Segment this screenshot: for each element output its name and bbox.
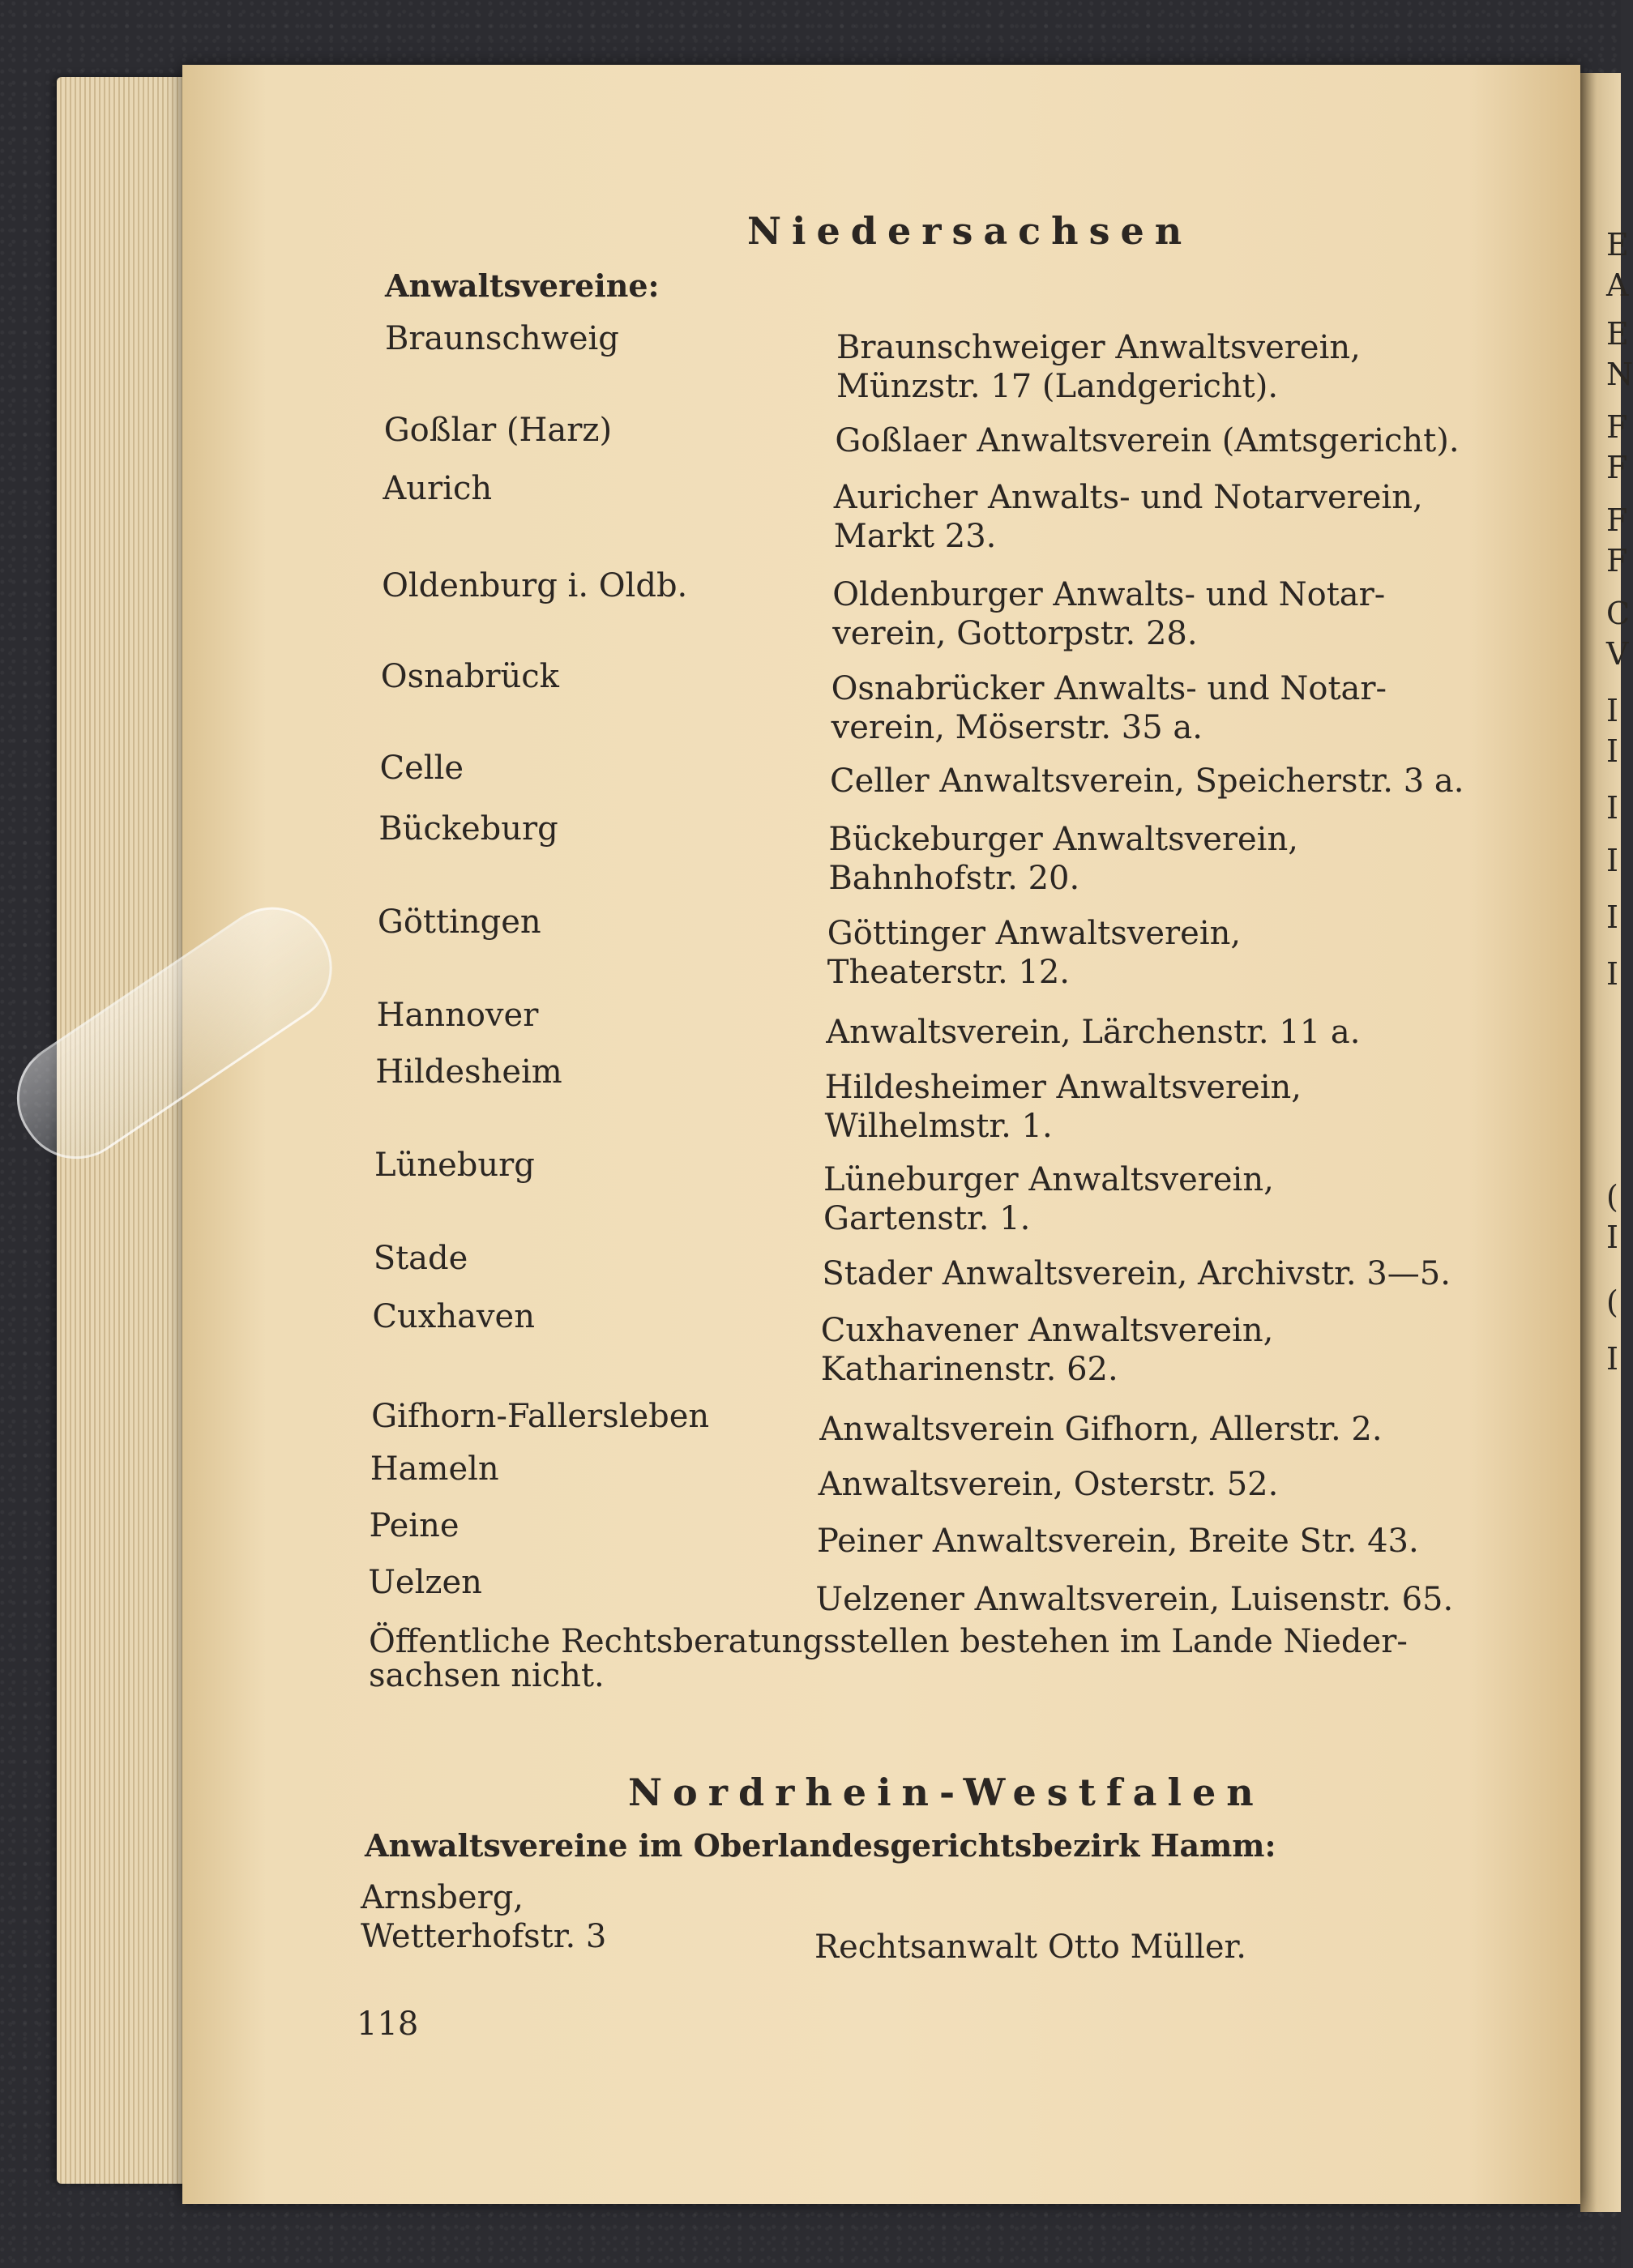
next-page-fragment: I <box>1606 956 1619 992</box>
next-page-fragment: I <box>1606 1341 1619 1377</box>
next-page-fragment: A <box>1606 267 1629 303</box>
entry-city: Goßlar (Harz) <box>383 412 613 449</box>
entry-address: Cuxhavener Anwaltsverein, Katharinenstr. 62. <box>820 1312 1274 1388</box>
entry-address: Bückeburger Anwaltsverein, Bahnhofstr. 20. <box>828 821 1298 897</box>
entry-address: Lüneburger Anwaltsverein, Gartenstr. 1. <box>823 1161 1274 1237</box>
entry-city: Arnsberg, Wetterhofstr. 3 <box>361 1879 607 1955</box>
entry-city: Cuxhaven <box>372 1298 535 1335</box>
entry-address: Anwaltsverein, Lärchenstr. 11 a. <box>826 1014 1361 1051</box>
subheading-anwaltsvereine: Anwaltsvereine: <box>385 267 660 304</box>
subheading-hamm: Anwaltsvereine im Oberlandesgerichtsbezirk Hamm: <box>365 1827 1276 1864</box>
next-page-fragment: I <box>1606 733 1619 769</box>
entry-address: Rechtsanwalt Otto Müller. <box>814 1928 1246 1966</box>
next-page-fragment: I <box>1606 843 1619 878</box>
entry-city: Stade <box>373 1240 468 1277</box>
entry-address: Stader Anwaltsverein, Archivstr. 3—5. <box>822 1255 1451 1292</box>
next-page-fragment: I <box>1606 693 1619 728</box>
entry-city: Hannover <box>376 997 539 1034</box>
note-rechtsberatung: Öffentliche Rechtsberatungsstellen bestehen im Lande Nieder- sachsen nicht. <box>369 1623 1408 1694</box>
entry-city: Göttingen <box>377 903 541 941</box>
next-page-edge <box>1580 73 1633 2212</box>
entry-city: Aurich <box>383 470 493 507</box>
next-page-fragment: ( <box>1606 1284 1618 1320</box>
entry-city: Gifhorn-Fallersleben <box>371 1398 710 1435</box>
entry-address: Anwaltsverein, Osterstr. 52. <box>818 1466 1279 1503</box>
entry-city: Celle <box>379 750 464 787</box>
entry-address: Celler Anwaltsverein, Speicherstr. 3 a. <box>830 762 1464 800</box>
entry-city: Uelzen <box>368 1564 482 1601</box>
next-page-fragment: F <box>1606 543 1628 579</box>
next-page-fragment: I <box>1606 899 1619 935</box>
next-page-fragment: F <box>1606 450 1628 485</box>
entry-address: Peiner Anwaltsverein, Breite Str. 43. <box>817 1523 1419 1560</box>
next-page-fragment: V <box>1606 636 1629 672</box>
next-page-fragment: ( <box>1606 1179 1618 1215</box>
entry-address: Göttinger Anwaltsverein, Theaterstr. 12. <box>827 915 1242 991</box>
entry-city: Braunschweig <box>385 320 619 357</box>
entry-city: Bückeburg <box>378 810 558 848</box>
next-page-fragment: N <box>1606 357 1633 392</box>
section-title-nrw: Nordrhein-Westfalen <box>628 1770 1264 1814</box>
next-page-fragment: E <box>1606 316 1629 352</box>
entry-address: Anwaltsverein Gifhorn, Allerstr. 2. <box>819 1411 1383 1448</box>
entry-address: Hildesheimer Anwaltsverein, Wilhelmstr. 1. <box>824 1069 1302 1145</box>
next-page-fragment: C <box>1606 596 1631 631</box>
entry-city: Oldenburg i. Oldb. <box>382 567 688 604</box>
page-number: 118 <box>357 2005 419 2043</box>
next-page-fragment: E <box>1606 227 1629 263</box>
entry-address: Oldenburger Anwalts- und Notar- verein, Gottorpstr. 28. <box>832 576 1386 652</box>
entry-city: Peine <box>369 1507 460 1544</box>
next-page-fragment: F <box>1606 502 1628 538</box>
entry-address: Uelzener Anwaltsverein, Luisenstr. 65. <box>815 1581 1454 1618</box>
entry-address: Braunschweiger Anwaltsverein, Münzstr. 17 (Landgericht). <box>836 329 1361 405</box>
next-page-fragment: F <box>1606 409 1628 445</box>
next-page-fragment: I <box>1606 790 1619 826</box>
entry-city: Hildesheim <box>375 1053 562 1091</box>
entry-address: Osnabrücker Anwalts- und Notar- verein, Möserstr. 35 a. <box>831 670 1387 746</box>
section-title-niedersachsen: Niedersachsen <box>747 209 1193 253</box>
entry-address: Goßlaer Anwaltsverein (Amtsgericht). <box>835 422 1460 459</box>
entry-city: Osnabrück <box>380 658 559 695</box>
entry-city: Lüneburg <box>374 1147 535 1184</box>
entry-city: Hameln <box>370 1450 499 1488</box>
next-page-fragment: I <box>1606 1219 1619 1255</box>
entry-address: Auricher Anwalts- und Notarverein, Markt 23. <box>833 479 1423 555</box>
